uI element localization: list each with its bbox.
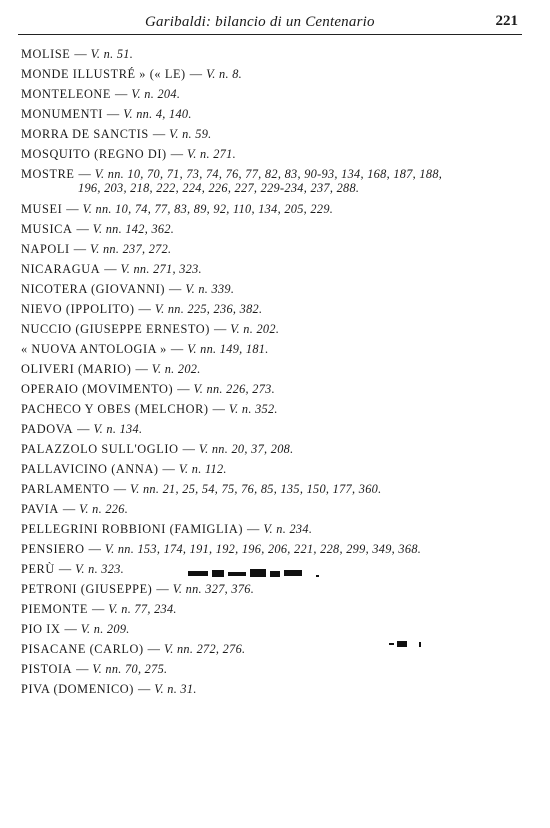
index-list: [21, 47, 521, 705]
index-entry: [21, 167, 521, 205]
entry-dash: —: [212, 402, 225, 416]
entry-dash: —: [66, 202, 79, 216]
entry-refs: V. nn. 272, 276.: [163, 642, 246, 656]
entry-refs: V. nn. 10, 74, 77, 83, 89, 92, 110, 134, 205, 229.: [82, 202, 334, 216]
entry-refs: V. n. 234.: [263, 522, 313, 536]
entry-key: NICARAGUA: [21, 262, 101, 276]
entry-refs: V. nn. 21, 25, 54, 75, 76, 85, 135, 150, 177, 360.: [129, 482, 382, 496]
entry-key: OPERAIO (MOVIMENTO): [21, 382, 174, 396]
entry-key: PALAZZOLO SULL'OGLIO: [21, 442, 179, 456]
entry-dash: —: [169, 282, 182, 296]
entry-refs: V. n. 209.: [80, 622, 130, 636]
entry-refs-continued: 196, 203, 218, 222, 224, 226, 227, 229-234, 237, 288.: [78, 181, 360, 195]
entry-key: MOSTRE: [21, 167, 75, 181]
entry-key: MORRA DE SANCTIS: [21, 127, 149, 141]
entry-dash: —: [189, 67, 203, 81]
entry-refs: V. nn. 70, 275.: [92, 662, 168, 676]
entry-dash: —: [170, 147, 184, 161]
scan-smudge: [389, 640, 429, 652]
entry-dash: —: [88, 542, 101, 556]
entry-refs: V. nn. 225, 236, 382.: [154, 302, 263, 316]
entry-dash: —: [170, 342, 184, 356]
entry-refs: V. nn. 142, 362.: [92, 222, 175, 236]
entry-dash: —: [214, 322, 227, 336]
entry-key: MOLISE: [21, 47, 71, 61]
entry-refs: V. nn. 10, 70, 71, 73, 74, 76, 77, 82, 83, 90-93, 134, 168, 187, 188,: [94, 167, 443, 181]
entry-dash: —: [76, 662, 89, 676]
entry-dash: —: [138, 302, 151, 316]
entry-refs: V. n. 77, 234.: [108, 602, 177, 616]
entry-dash: —: [62, 502, 76, 516]
entry-refs: V. n. 339.: [185, 282, 235, 296]
entry-dash: —: [147, 642, 160, 656]
entry-dash: —: [74, 47, 87, 61]
entry-key: PIVA (DOMENICO): [21, 682, 134, 696]
entry-refs: V. n. 8.: [206, 67, 243, 81]
entry-dash: —: [177, 382, 190, 396]
entry-dash: —: [115, 87, 128, 101]
entry-dash: —: [247, 522, 260, 536]
entry-key: NIEVO (IPPOLITO): [21, 302, 135, 316]
entry-key: PIO IX: [21, 622, 61, 636]
entry-dash: —: [152, 127, 166, 141]
entry-key: PACHECO Y OBES (MELCHOR): [21, 402, 209, 416]
entry-dash: —: [76, 222, 89, 236]
header-title: Garibaldi: bilancio di un Centenario: [145, 14, 375, 30]
scan-smudge: [188, 569, 322, 581]
entry-key: NUCCIO (GIUSEPPE ERNESTO): [21, 322, 210, 336]
entry-refs: V. n. 202.: [230, 322, 280, 336]
entry-refs: V. n. 204.: [131, 87, 181, 101]
entry-refs: V. nn. 20, 37, 208.: [198, 442, 294, 456]
entry-key: MONDE ILLUSTRÉ » (« LE): [21, 67, 186, 81]
entry-dash: —: [162, 462, 175, 476]
entry-dash: —: [137, 682, 151, 696]
entry-dash: —: [135, 362, 148, 376]
entry-dash: —: [91, 602, 105, 616]
entry-key: « NUOVA ANTOLOGIA »: [21, 342, 167, 356]
entry-refs: V. nn. 149, 181.: [187, 342, 269, 356]
entry-refs: V. n. 323.: [75, 562, 125, 576]
entry-key: MOSQUITO (REGNO DI): [21, 147, 167, 161]
entry-dash: —: [78, 167, 91, 181]
entry-refs: V. n. 31.: [154, 682, 197, 696]
running-header: [18, 12, 522, 35]
entry-key: MUSICA: [21, 222, 73, 236]
entry-refs: V. nn. 153, 174, 191, 192, 196, 206, 221, 228, 299, 349, 368.: [104, 542, 422, 556]
entry-refs: V. nn. 271, 323.: [120, 262, 202, 276]
entry-key: MUSEI: [21, 202, 63, 216]
entry-key: PARLAMENTO: [21, 482, 110, 496]
entry-refs: V. n. 51.: [90, 47, 134, 61]
entry-refs: V. n. 112.: [178, 462, 227, 476]
entry-key: PISACANE (CARLO): [21, 642, 144, 656]
entry-key: PAVIA: [21, 502, 59, 516]
entry-key: PIEMONTE: [21, 602, 88, 616]
entry-dash: —: [182, 442, 195, 456]
page-number: 221: [495, 13, 518, 29]
entry-dash: —: [156, 582, 169, 596]
entry-refs: V. nn. 237, 272.: [89, 242, 172, 256]
entry-refs: V. nn. 4, 140.: [123, 107, 192, 121]
entry-key: PISTOIA: [21, 662, 73, 676]
entry-key: PELLEGRINI ROBBIONI (FAMIGLIA): [21, 522, 244, 536]
entry-refs: V. nn. 327, 376.: [172, 582, 255, 596]
entry-refs: V. n. 202.: [151, 362, 201, 376]
entry-dash: —: [77, 422, 90, 436]
entry-refs: V. n. 134.: [93, 422, 143, 436]
entry-key: OLIVERI (MARIO): [21, 362, 132, 376]
index-entry: [21, 682, 521, 705]
entry-refs: V. n. 59.: [169, 127, 212, 141]
entry-key: PERÙ: [21, 562, 55, 576]
entry-refs: V. n. 271.: [187, 147, 236, 161]
entry-key: PETRONI (GIUSEPPE): [21, 582, 153, 596]
entry-key: PALLAVICINO (ANNA): [21, 462, 159, 476]
entry-dash: —: [64, 622, 77, 636]
entry-dash: —: [113, 482, 126, 496]
entry-refs: V. nn. 226, 273.: [193, 382, 275, 396]
entry-key: NAPOLI: [21, 242, 70, 256]
entry-dash: —: [106, 107, 120, 121]
entry-key: PADOVA: [21, 422, 74, 436]
entry-refs: V. n. 352.: [228, 402, 278, 416]
entry-key: MONTELEONE: [21, 87, 112, 101]
entry-dash: —: [104, 262, 117, 276]
entry-dash: —: [58, 562, 72, 576]
entry-key: NICOTERA (GIOVANNI): [21, 282, 166, 296]
entry-refs: V. n. 226.: [79, 502, 129, 516]
entry-key: PENSIERO: [21, 542, 85, 556]
entry-key: MONUMENTI: [21, 107, 103, 121]
entry-dash: —: [73, 242, 86, 256]
